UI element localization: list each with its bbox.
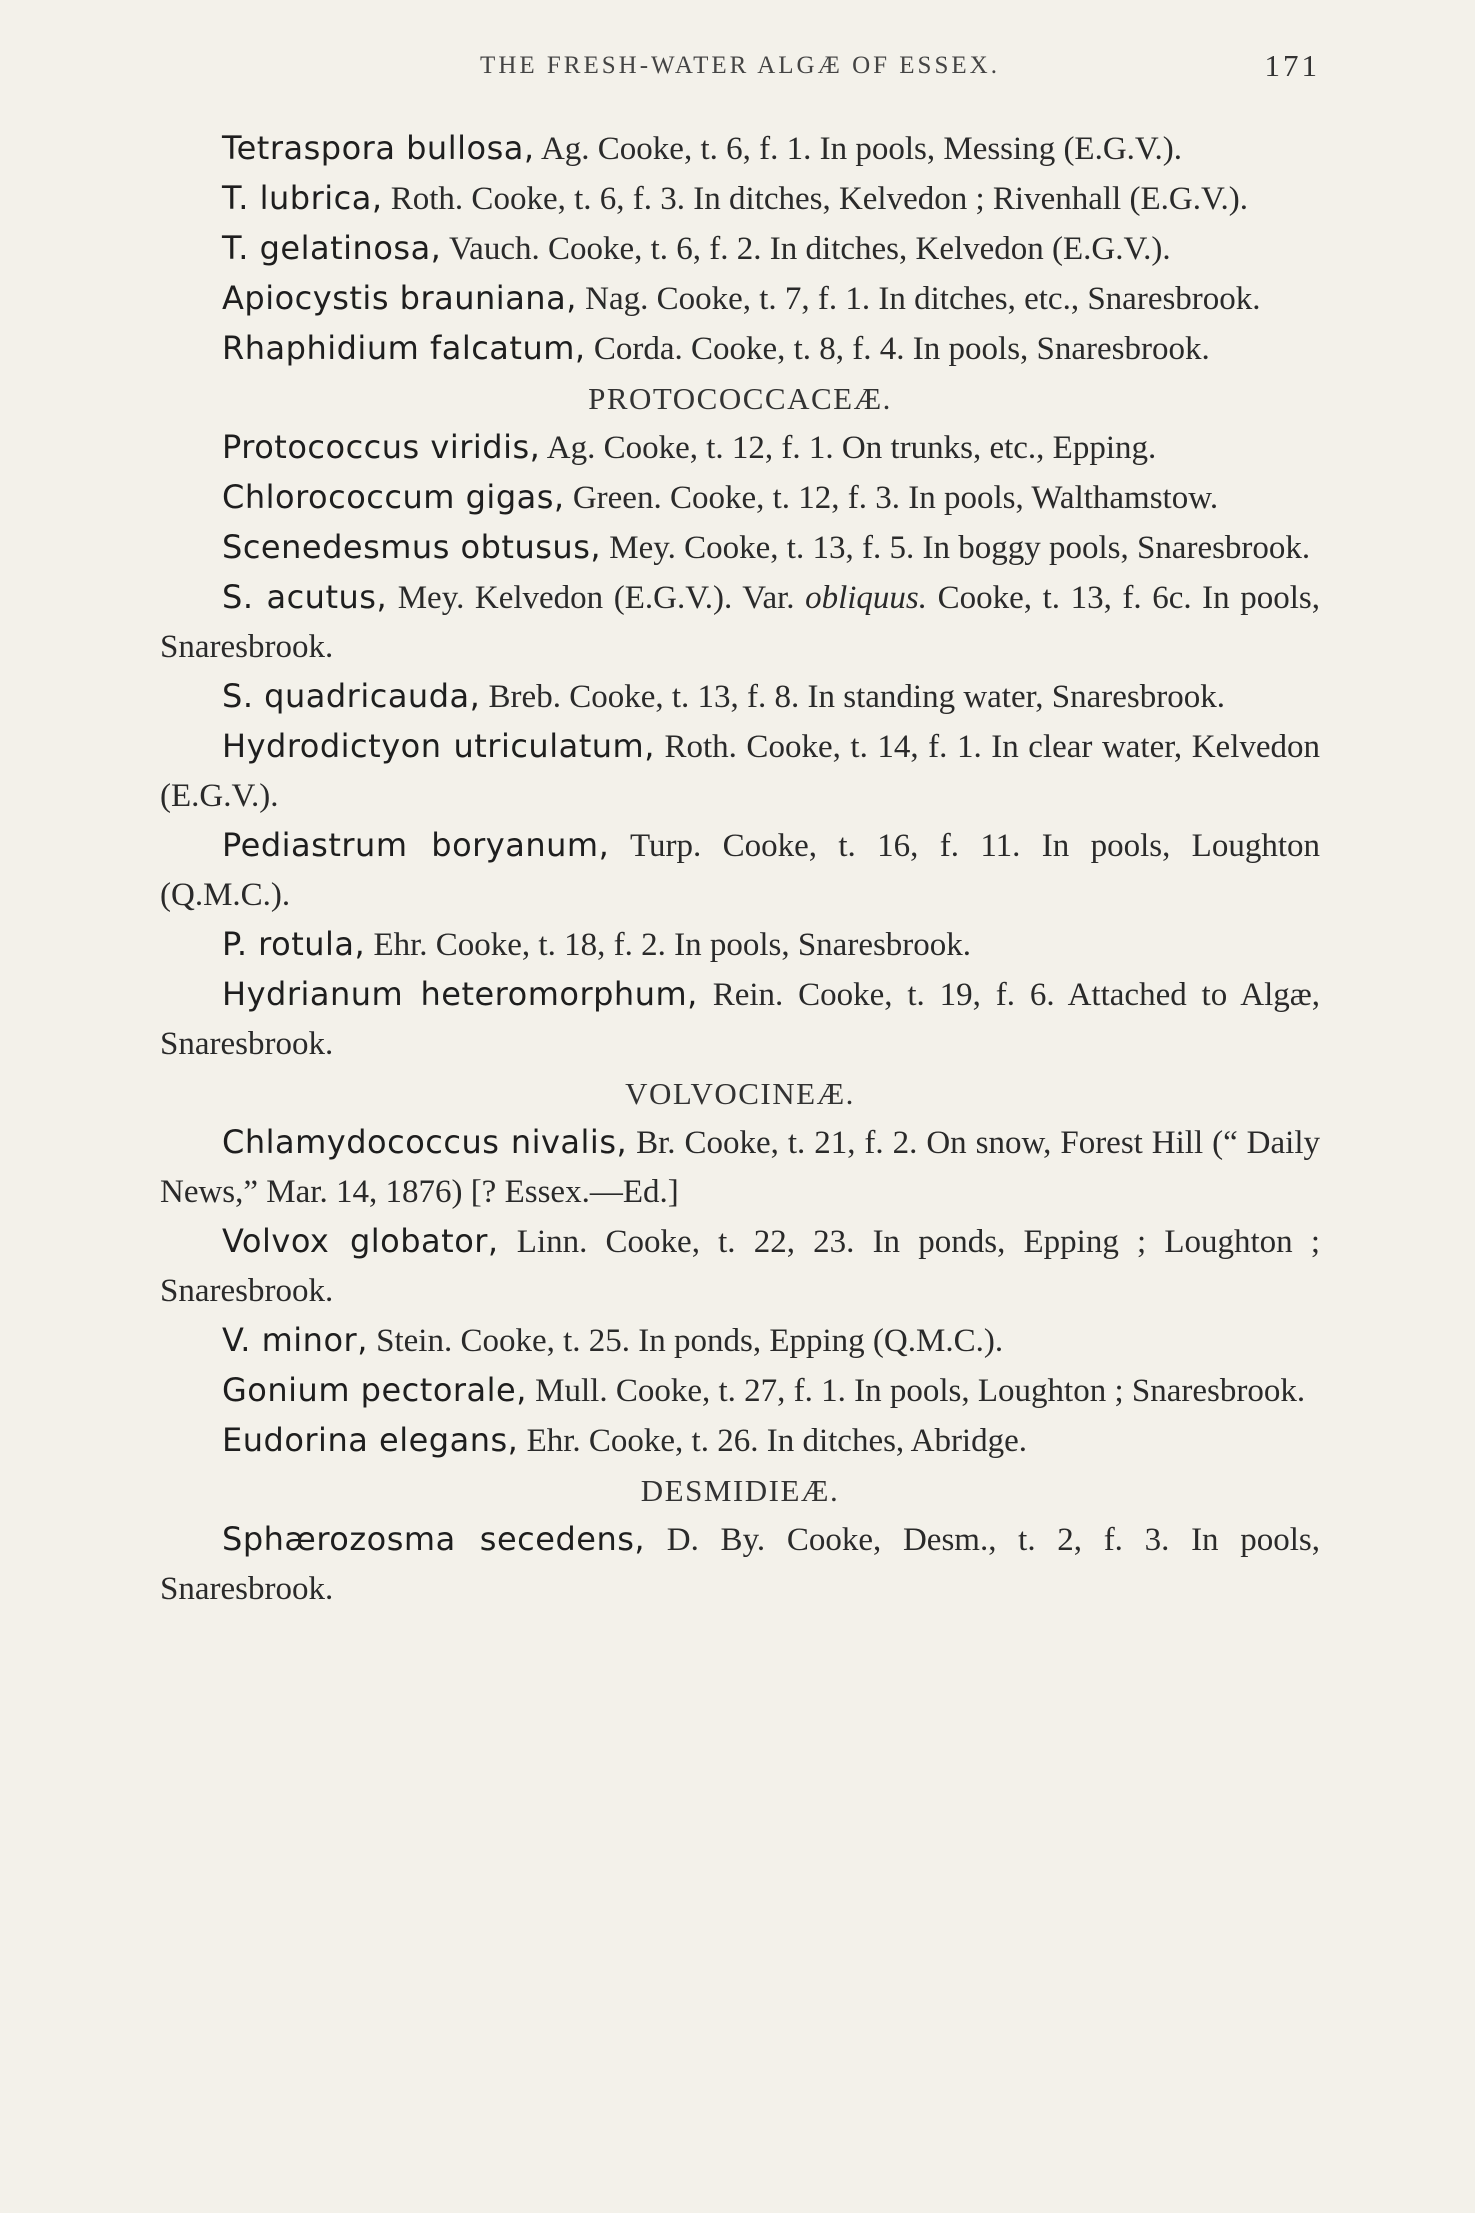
species-citation-continued: Cooke, t. 13, f. 6c. In pools, Snaresbrook. xyxy=(160,580,1321,665)
species-entry xyxy=(160,124,1320,174)
species-citation: Stein. Cooke, t. 25. In ponds, Epping (Q.M.C.). xyxy=(376,1323,1004,1359)
species-name: V. minor, xyxy=(222,1321,368,1359)
species-citation: Linn. Cooke, t. 22, 23. In ponds, Epping ; Loughton ; Snaresbrook. xyxy=(160,1224,1321,1309)
species-citation: Br. Cooke, t. 21, f. 2. On snow, Forest Hill (“ Daily News,” Mar. 14, 1876) [? Essex.—Ed.] xyxy=(160,1125,1320,1210)
species-name: Hydrianum heteromorphum, xyxy=(222,975,698,1013)
page-header xyxy=(160,48,1320,92)
species-entry xyxy=(160,1118,1320,1217)
species-list xyxy=(160,124,1320,1614)
species-name: Scenedesmus obtusus, xyxy=(222,528,602,566)
species-entry xyxy=(160,473,1320,523)
page-number: 171 xyxy=(1264,48,1320,83)
species-name: P. rotula, xyxy=(222,925,366,963)
species-entry xyxy=(160,324,1320,374)
species-entry xyxy=(160,821,1320,920)
species-entry xyxy=(160,274,1320,324)
species-name: Chlamydococcus nivalis, xyxy=(222,1123,628,1161)
species-entry xyxy=(160,523,1320,573)
species-entry xyxy=(160,1316,1320,1366)
species-entry xyxy=(160,920,1320,970)
species-citation: Rein. Cooke, t. 19, f. 6. Attached to Algæ, Snaresbrook. xyxy=(160,977,1321,1062)
species-name: Protococcus viridis, xyxy=(222,428,541,466)
species-entry xyxy=(160,1366,1320,1416)
species-citation: Mull. Cooke, t. 27, f. 1. In pools, Loughton ; Snaresbrook. xyxy=(535,1373,1306,1409)
species-citation: D. By. Cooke, Desm., t. 2, f. 3. In pools, Snaresbrook. xyxy=(160,1522,1321,1607)
running-title: THE FRESH-WATER ALGÆ OF ESSEX. xyxy=(480,52,1000,79)
species-name: S. acutus, xyxy=(222,578,388,616)
section-heading: PROTOCOCCACEÆ. xyxy=(588,381,892,416)
species-name: S. quadricauda, xyxy=(222,677,481,715)
species-entry xyxy=(160,573,1320,672)
species-entry xyxy=(160,970,1320,1069)
species-name: Chlorococcum gigas, xyxy=(222,478,565,516)
species-entry xyxy=(160,672,1320,722)
species-name: Sphærozosma secedens, xyxy=(222,1520,646,1558)
species-citation: Breb. Cooke, t. 13, f. 8. In standing water, Snaresbrook. xyxy=(488,679,1226,715)
species-entry xyxy=(160,1217,1320,1316)
variety-name: obliquus. xyxy=(805,580,928,616)
species-citation: Ehr. Cooke, t. 18, f. 2. In pools, Snaresbrook. xyxy=(373,927,972,963)
species-citation: Ag. Cooke, t. 12, f. 1. On trunks, etc., Epping. xyxy=(546,430,1157,466)
species-citation: Nag. Cooke, t. 7, f. 1. In ditches, etc., Snaresbrook. xyxy=(585,281,1261,317)
species-entry xyxy=(160,423,1320,473)
species-name: Volvox globator, xyxy=(222,1222,499,1260)
species-citation: Mey. Kelvedon (E.G.V.). Var. xyxy=(397,580,795,616)
species-name: T. gelatinosa, xyxy=(222,229,442,267)
species-citation: Ag. Cooke, t. 6, f. 1. In pools, Messing (E.G.V.). xyxy=(540,131,1182,167)
species-name: Tetraspora bullosa, xyxy=(222,129,535,167)
species-entry xyxy=(160,224,1320,274)
species-entry xyxy=(160,722,1320,821)
species-citation: Corda. Cooke, t. 8, f. 4. In pools, Snaresbrook. xyxy=(593,331,1210,367)
species-citation: Green. Cooke, t. 12, f. 3. In pools, Walthamstow. xyxy=(572,480,1219,516)
species-name: Eudorina elegans, xyxy=(222,1421,519,1459)
section-heading: VOLVOCINEÆ. xyxy=(625,1076,855,1111)
species-entry xyxy=(160,1416,1320,1466)
species-entry xyxy=(160,1515,1320,1614)
species-citation: Mey. Cooke, t. 13, f. 5. In boggy pools, Snaresbrook. xyxy=(609,530,1311,566)
species-name: Rhaphidium falcatum, xyxy=(222,329,586,367)
species-name: T. lubrica, xyxy=(222,179,383,217)
species-name: Pediastrum boryanum, xyxy=(222,826,610,864)
species-name: Gonium pectorale, xyxy=(222,1371,527,1409)
species-name: Apiocystis brauniana, xyxy=(222,279,577,317)
species-citation: Turp. Cooke, t. 16, f. 11. In pools, Loughton (Q.M.C.). xyxy=(160,828,1321,913)
species-citation: Ehr. Cooke, t. 26. In ditches, Abridge. xyxy=(526,1423,1027,1459)
species-citation: Roth. Cooke, t. 14, f. 1. In clear water, Kelvedon (E.G.V.). xyxy=(160,729,1321,814)
species-entry xyxy=(160,174,1320,224)
species-citation: Roth. Cooke, t. 6, f. 3. In ditches, Kelvedon ; Rivenhall (E.G.V.). xyxy=(390,181,1249,217)
species-citation: Vauch. Cooke, t. 6, f. 2. In ditches, Kelvedon (E.G.V.). xyxy=(449,231,1171,267)
section-heading: DESMIDIEÆ. xyxy=(640,1473,840,1508)
species-name: Hydrodictyon utriculatum, xyxy=(222,727,655,765)
